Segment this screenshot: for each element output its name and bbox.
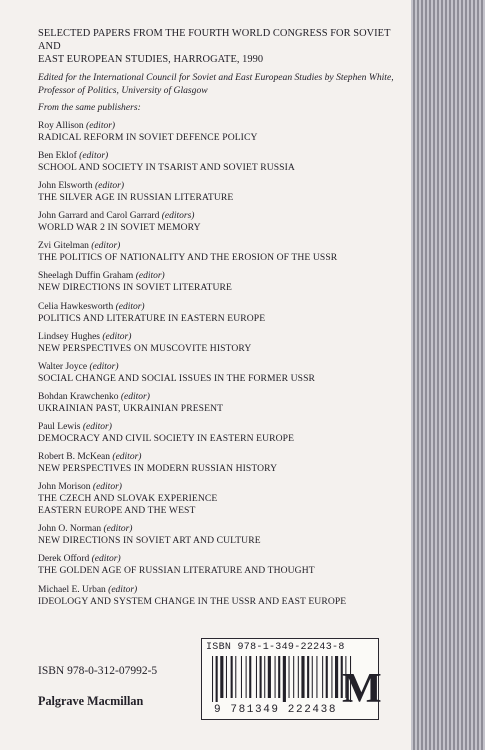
editor-role: (editor) (120, 391, 150, 402)
book-entry (38, 301, 410, 325)
barcode-bar (307, 656, 309, 698)
barcode-bar (235, 656, 236, 698)
book-title: SOCIAL CHANGE AND SOCIAL ISSUES IN THE FORMER USSR (38, 372, 316, 384)
book-title: POLITICS AND LITERATURE IN EASTERN EUROPE (38, 312, 266, 324)
same-publishers-label: From the same publishers: (38, 102, 141, 113)
barcode-bar (275, 656, 276, 698)
book-title: UKRAINIAN PAST, UKRAINIAN PRESENT (38, 402, 224, 414)
editor-name: Ben Eklof (38, 151, 77, 162)
barcode-bar (301, 656, 304, 698)
book-title: THE POLITICS OF NATIONALITY AND THE EROSION OF THE USSR (38, 252, 338, 264)
editorial-line: Edited for the International Council for Soviet and East European Studies by Stephen White, (38, 72, 394, 83)
book-entry (38, 451, 410, 475)
barcode-bar (326, 656, 328, 698)
barcode-bar (316, 656, 317, 698)
editor-name: Walter Joyce (38, 361, 88, 372)
book-editor (38, 210, 410, 222)
striped-spine-band (411, 0, 485, 750)
barcode-bar (260, 656, 262, 698)
editor-role: (editor) (89, 361, 119, 372)
barcode-bar (241, 656, 242, 698)
barcode-bar (231, 656, 233, 698)
barcode-number: 9 781349 222438 (214, 704, 338, 716)
editor-role: (editor) (92, 482, 122, 493)
book-entry (38, 210, 410, 234)
editor-role: (editor) (82, 421, 112, 432)
book-editor (38, 361, 410, 373)
editor-role: (editor) (95, 181, 125, 192)
book-title: NEW DIRECTIONS IN SOVIET ART AND CULTURE (38, 535, 261, 547)
editor-name: John Elsworth (38, 181, 93, 192)
editor-name: Lindsey Hughes (38, 331, 101, 342)
barcode-bar (331, 656, 332, 698)
book-title: IDEOLOGY AND SYSTEM CHANGE IN THE USSR AND EAST EUROPE (38, 595, 347, 607)
editor-name: Sheelagh Duffin Graham (38, 271, 134, 282)
book-editor (38, 240, 410, 252)
editor-name: Zvi Gitelman (38, 241, 89, 252)
book-editor (38, 584, 410, 596)
editor-name: John Morison (38, 482, 91, 493)
series-line: SELECTED PAPERS FROM THE FOURTH WORLD CONGRESS FOR SOVIET AND (38, 28, 391, 52)
barcode-bar (283, 656, 286, 702)
editor-name: Derek Offord (38, 554, 90, 565)
editor-name: John O. Norman (38, 524, 102, 535)
barcode-bar (249, 656, 251, 698)
book-entry (38, 361, 410, 385)
editor-name: Roy Allison (38, 121, 84, 131)
editor-role: (editor) (112, 452, 142, 463)
editor-name: Celia Hawkesworth (38, 301, 114, 312)
editor-role: (editor) (135, 271, 165, 282)
barcode-bar (298, 656, 299, 698)
book-editor (38, 120, 410, 132)
barcode-bar (289, 656, 290, 698)
book-editor (38, 180, 410, 192)
editorial-line: Professor of Politics, University of Glasgow (38, 84, 208, 96)
cover-text (38, 27, 410, 614)
barcode-bar (212, 656, 213, 702)
book-entry (38, 523, 410, 547)
book-title: WORLD WAR 2 IN SOVIET MEMORY (38, 222, 201, 234)
book-title: NEW DIRECTIONS IN SOVIET LITERATURE (38, 282, 232, 294)
book-title: SCHOOL AND SOCIETY IN TSARIST AND SOVIET RUSSIA (38, 162, 295, 174)
book-entry (38, 553, 410, 577)
book-title: THE SILVER AGE IN RUSSIAN LITERATURE (38, 192, 234, 204)
book-editor (38, 301, 410, 313)
publisher-name: Palgrave Macmillan (38, 694, 144, 708)
editor-role: (editor) (102, 331, 132, 342)
book-title: NEW PERSPECTIVES ON MUSCOVITE HISTORY (38, 342, 252, 354)
barcode-bar (322, 656, 323, 698)
book-entry (38, 391, 410, 415)
barcode-bar (256, 656, 257, 698)
barcode-bar (264, 656, 265, 698)
book-title: NEW PERSPECTIVES IN MODERN RUSSIAN HISTORY (38, 463, 278, 475)
book-entry (38, 270, 410, 294)
editor-role: (editor) (86, 121, 116, 131)
editor-name: Bohdan Krawchenko (38, 391, 119, 402)
publisher-logo: M (342, 666, 382, 712)
editor-name: Michael E. Urban (38, 584, 106, 595)
editor-role: (editor) (91, 554, 121, 565)
editor-role: (editor) (79, 151, 109, 162)
editor-name: Robert B. McKean (38, 452, 111, 463)
book-list (38, 120, 410, 608)
book-title: THE CZECH AND SLOVAK EXPERIENCE (38, 493, 218, 505)
book-entry (38, 150, 410, 174)
barcode-bar (268, 656, 271, 698)
barcode-isbn: ISBN 978-1-349-22243-8 (206, 642, 345, 653)
barcode-bar (293, 656, 294, 698)
book-entry (38, 240, 410, 264)
editor-role: (editor) (108, 584, 138, 595)
book-title: DEMOCRACY AND CIVIL SOCIETY IN EASTERN EUROPE (38, 432, 295, 444)
editor-name: John Garrard and Carol Garrard (38, 211, 160, 222)
barcode-bar (312, 656, 313, 698)
book-entry (38, 120, 410, 144)
book-editor (38, 481, 410, 493)
series-heading (38, 27, 410, 66)
book-editor (38, 451, 410, 463)
editorial-note (38, 72, 410, 97)
book-entry (38, 180, 410, 204)
series-line: EAST EUROPEAN STUDIES, HARROGATE, 1990 (38, 54, 264, 65)
barcode-bar (226, 656, 227, 698)
book-title: RADICAL REFORM IN SOVIET DEFENCE POLICY (38, 132, 258, 143)
editor-role: (editor) (115, 301, 145, 312)
book-entry (38, 584, 410, 608)
editor-role: (editors) (161, 211, 195, 222)
book-entry (38, 481, 410, 517)
book-editor (38, 270, 410, 282)
book-title: EASTERN EUROPE AND THE WEST (38, 505, 196, 517)
book-editor (38, 553, 410, 565)
book-editor (38, 331, 410, 343)
book-entry (38, 331, 410, 355)
barcode-bar (220, 656, 223, 698)
editor-role: (editor) (91, 241, 121, 252)
barcode-bar (335, 656, 338, 698)
barcode-bar (216, 656, 218, 702)
book-editor (38, 391, 410, 403)
book-editor (38, 523, 410, 535)
barcode-bar (278, 656, 280, 698)
editor-name: Paul Lewis (38, 421, 81, 432)
book-entry (38, 421, 410, 445)
book-title: THE GOLDEN AGE OF RUSSIAN LITERATURE AND THOUGHT (38, 565, 315, 577)
book-editor (38, 150, 410, 162)
barcode-bar (246, 656, 247, 698)
editor-role: (editor) (103, 524, 133, 535)
isbn-text: ISBN 978-0-312-07992-5 (38, 665, 158, 677)
book-editor (38, 421, 410, 433)
